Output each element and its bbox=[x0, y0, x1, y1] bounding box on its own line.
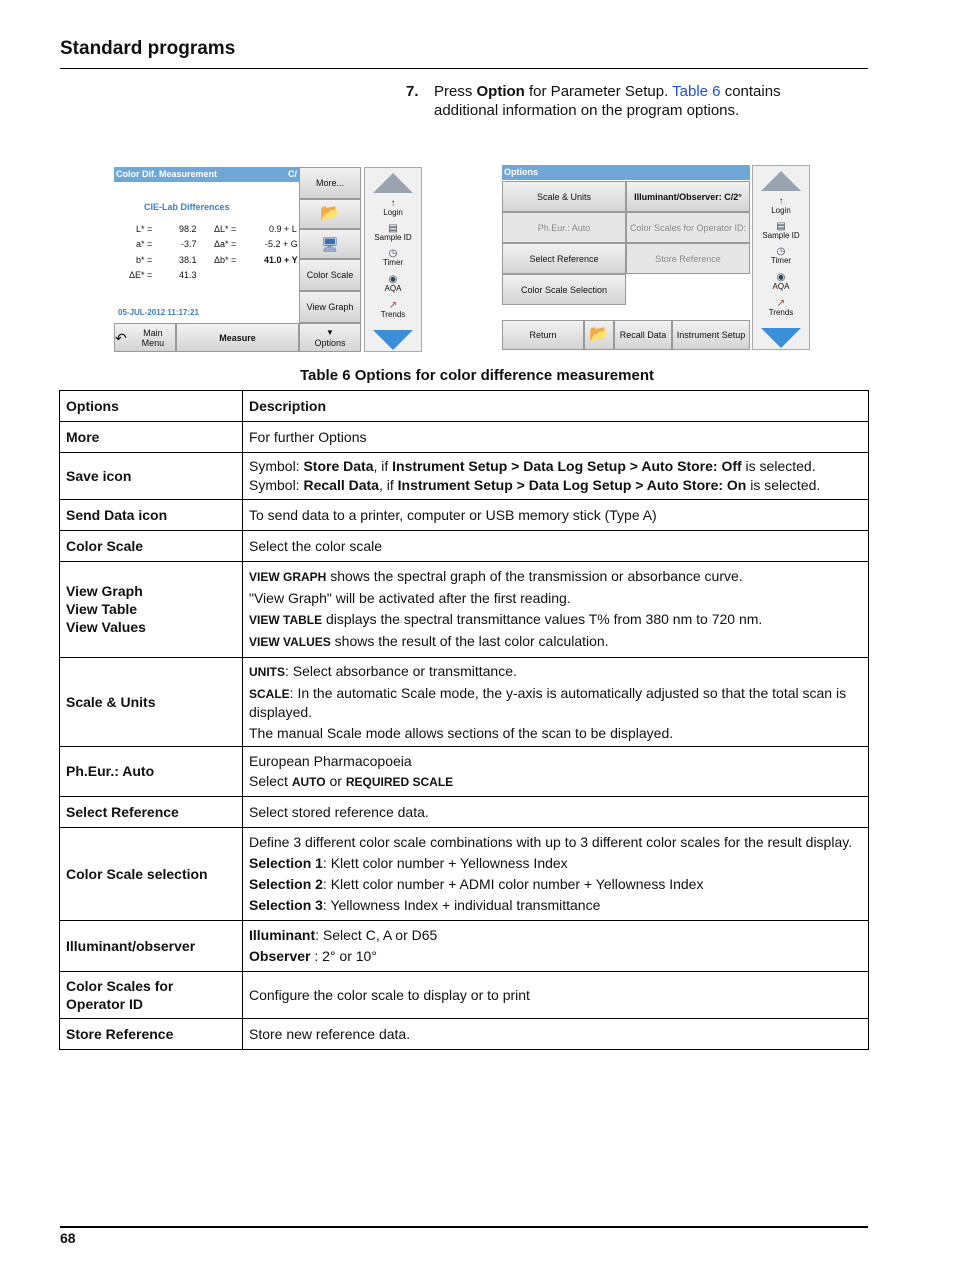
table-row bbox=[60, 828, 869, 921]
option-cell: Scale & Units bbox=[60, 658, 243, 747]
text: Select bbox=[249, 773, 292, 789]
login-icon: ↑ bbox=[390, 198, 396, 209]
trends-icon: ↗ bbox=[776, 298, 786, 309]
table-row bbox=[60, 562, 869, 658]
text: : In the automatic Scale mode, the y-axis is automatically adjusted so that the total scan is displayed. bbox=[249, 685, 847, 720]
aqa-item[interactable] bbox=[365, 275, 421, 293]
text: shows the result of the last color calculation. bbox=[330, 633, 609, 649]
scroll-down-icon[interactable] bbox=[373, 330, 413, 350]
scroll-up-icon[interactable] bbox=[373, 173, 413, 193]
folder-recall-icon: 📂 bbox=[589, 326, 609, 343]
table-row bbox=[60, 747, 869, 797]
text-smallcaps: UNITS bbox=[249, 665, 285, 679]
text-bold: Instrument Setup > Data Log Setup > Auto Store: Off bbox=[392, 458, 742, 474]
desc-line bbox=[249, 925, 862, 946]
row-label: L* = bbox=[136, 224, 153, 234]
table-caption: Table 6 Options for color difference measurement bbox=[300, 367, 654, 384]
scroll-up-icon[interactable] bbox=[761, 171, 801, 191]
desc-line bbox=[249, 946, 862, 967]
screen1-title: Color Dif. Measurement bbox=[116, 169, 218, 179]
header-description: Description bbox=[243, 391, 869, 422]
option-line: View Graph bbox=[66, 583, 143, 599]
text-bold: Selection 1 bbox=[249, 855, 323, 871]
table-row bbox=[60, 658, 869, 747]
login-item[interactable] bbox=[753, 197, 809, 215]
text-bold: Selection 2 bbox=[249, 876, 323, 892]
trends-item[interactable] bbox=[365, 301, 421, 319]
text-smallcaps: SCALE bbox=[249, 687, 290, 701]
view-graph-button[interactable]: View Graph bbox=[299, 291, 361, 323]
row-value: 41.3 bbox=[179, 270, 197, 280]
step-number: 7. bbox=[406, 83, 419, 100]
desc-line: European Pharmacopoeia bbox=[249, 753, 412, 769]
table-row bbox=[60, 972, 869, 1019]
timer-item[interactable] bbox=[753, 247, 809, 265]
step-text bbox=[434, 82, 846, 120]
text-smallcaps: VIEW TABLE bbox=[249, 613, 323, 627]
table-header-row bbox=[60, 391, 869, 422]
text: is selected. bbox=[741, 458, 816, 474]
text: : Klett color number + ADMI color number + Yellowness Index bbox=[322, 876, 704, 892]
text: : Select C, A or D65 bbox=[315, 927, 438, 943]
aqa-icon: ◉ bbox=[388, 274, 398, 285]
cie-lab-heading: CIE-Lab Differences bbox=[144, 202, 230, 212]
text-bold: Illuminant bbox=[249, 927, 316, 943]
step-rest: contains additional information on the program options. bbox=[434, 83, 781, 119]
more-button[interactable]: More... bbox=[299, 167, 361, 199]
step-press: Press bbox=[434, 83, 477, 100]
select-reference-button[interactable]: Select Reference bbox=[502, 243, 626, 274]
text: : Select absorbance or transmittance. bbox=[285, 663, 517, 679]
row-delta-value: -5.2 + G bbox=[265, 239, 298, 249]
description-cell: To send data to a printer, computer or USB memory stick (Type A) bbox=[243, 500, 869, 531]
options-button[interactable] bbox=[299, 323, 361, 352]
login-item[interactable] bbox=[365, 199, 421, 217]
option-cell: Save icon bbox=[60, 453, 243, 500]
text: : Yellowness Index + individual transmittance bbox=[322, 897, 601, 913]
desc-line bbox=[249, 457, 862, 476]
login-icon: ↑ bbox=[778, 196, 784, 207]
desc-line bbox=[249, 895, 862, 916]
screen2-sidebar bbox=[752, 165, 810, 350]
instrument-setup-button[interactable]: Instrument Setup bbox=[672, 320, 750, 350]
step-mid: for Parameter Setup. bbox=[524, 83, 673, 100]
timer-icon: ◷ bbox=[388, 248, 398, 259]
step-7 bbox=[406, 82, 846, 120]
text: , if bbox=[373, 458, 393, 474]
desc-line: Define 3 different color scale combinations with up to 3 different color scales for the result display. bbox=[249, 834, 853, 850]
screen2-titlebar: Options bbox=[502, 165, 750, 180]
illuminant-observer-button[interactable]: Illuminant/Observer: C/2° bbox=[626, 181, 750, 212]
option-cell: Color Scale selection bbox=[60, 828, 243, 921]
page-header: Standard programs bbox=[60, 38, 236, 59]
store-reference-button[interactable]: Store Reference bbox=[626, 243, 750, 274]
description-cell bbox=[243, 828, 869, 921]
triangle-down-icon: ▼ bbox=[326, 327, 334, 337]
row-delta-value: 0.9 + L bbox=[269, 224, 297, 234]
step-option-word: Option bbox=[476, 83, 525, 100]
description-cell bbox=[243, 658, 869, 747]
color-scale-selection-button[interactable]: Color Scale Selection bbox=[502, 274, 626, 305]
trends-item[interactable] bbox=[753, 299, 809, 317]
option-cell: More bbox=[60, 422, 243, 453]
computer-send-icon: 🖥 bbox=[321, 236, 339, 252]
text-bold: Instrument Setup > Data Log Setup > Auto Store: On bbox=[397, 477, 747, 493]
option-cell: Send Data icon bbox=[60, 500, 243, 531]
table-6-link[interactable]: Table 6 bbox=[672, 83, 721, 100]
screen1-titlebar bbox=[114, 167, 299, 182]
text-smallcaps: VIEW GRAPH bbox=[249, 570, 327, 584]
options-label: Options bbox=[314, 337, 346, 348]
option-cell: Illuminant/observer bbox=[60, 921, 243, 972]
description-cell: Store new reference data. bbox=[243, 1019, 869, 1050]
back-arrow-icon: ↶ bbox=[115, 329, 127, 346]
desc-line bbox=[249, 631, 862, 653]
trends-label: Trends bbox=[380, 310, 406, 319]
text-bold: Observer bbox=[249, 948, 311, 964]
option-line: View Table bbox=[66, 601, 138, 617]
row-value: -3.7 bbox=[181, 239, 197, 249]
table-row bbox=[60, 797, 869, 828]
description-cell bbox=[243, 921, 869, 972]
option-cell: Color Scale bbox=[60, 531, 243, 562]
row-delta-value: 41.0 + Y bbox=[264, 255, 298, 265]
row-label: ΔE* = bbox=[129, 270, 153, 280]
scale-units-button[interactable]: Scale & Units bbox=[502, 181, 626, 212]
option-cell: Color Scales for Operator ID bbox=[60, 972, 243, 1019]
trends-label: Trends bbox=[768, 308, 794, 317]
timestamp: 05-JUL-2012 11:17:21 bbox=[118, 308, 199, 317]
timer-item[interactable] bbox=[365, 249, 421, 267]
text-smallcaps: AUTO bbox=[291, 775, 326, 789]
text: or bbox=[325, 773, 346, 789]
text: : 2° or 10° bbox=[310, 948, 377, 964]
sample-id-label: Sample ID bbox=[374, 233, 412, 242]
description-cell: Select stored reference data. bbox=[243, 797, 869, 828]
screen1-sidebar bbox=[364, 167, 422, 352]
text: is selected. bbox=[746, 477, 821, 493]
desc-line bbox=[249, 874, 862, 895]
main-menu-label: Main Menu bbox=[141, 327, 165, 348]
pheur-button[interactable]: Ph.Eur.: Auto bbox=[502, 212, 626, 243]
description-cell bbox=[243, 453, 869, 500]
save-button[interactable] bbox=[299, 199, 361, 229]
description-cell: Configure the color scale to display or to print bbox=[243, 972, 869, 1019]
timer-label: Timer bbox=[770, 256, 792, 265]
aqa-label: AQA bbox=[772, 282, 790, 291]
sample-id-item[interactable] bbox=[753, 222, 809, 240]
row-delta-label: Δb* = bbox=[214, 255, 237, 265]
folder-save-icon: 📂 bbox=[320, 205, 340, 222]
login-label: Login bbox=[383, 208, 403, 217]
option-line: View Values bbox=[66, 619, 146, 635]
text: shows the spectral graph of the transmission or absorbance curve. bbox=[326, 568, 743, 584]
desc-line bbox=[249, 684, 862, 721]
page-number: 68 bbox=[60, 1230, 76, 1246]
sample-id-icon: ▤ bbox=[776, 221, 786, 232]
description-cell bbox=[243, 562, 869, 658]
desc-line bbox=[249, 566, 862, 588]
color-scales-operator-button[interactable]: Color Scales for Operator ID: bbox=[626, 212, 750, 243]
row-label: b* = bbox=[136, 255, 153, 265]
table-row bbox=[60, 1019, 869, 1050]
text: , if bbox=[378, 477, 398, 493]
text-smallcaps: VIEW VALUES bbox=[249, 635, 331, 649]
sample-id-item[interactable] bbox=[365, 224, 421, 242]
send-data-button[interactable] bbox=[299, 229, 361, 259]
description-cell: Select the color scale bbox=[243, 531, 869, 562]
trends-icon: ↗ bbox=[388, 300, 398, 311]
option-cell: Ph.Eur.: Auto bbox=[60, 747, 243, 797]
screen-color-measurement bbox=[114, 167, 422, 352]
option-cell bbox=[60, 562, 243, 658]
text: Symbol: bbox=[249, 477, 304, 493]
return-button[interactable]: Return bbox=[502, 320, 584, 350]
scroll-down-icon[interactable] bbox=[761, 328, 801, 348]
aqa-label: AQA bbox=[384, 284, 402, 293]
recall-folder-button[interactable] bbox=[584, 320, 614, 350]
row-delta-label: Δa* = bbox=[214, 239, 237, 249]
description-cell: For further Options bbox=[243, 422, 869, 453]
text-bold: Recall Data bbox=[303, 477, 379, 493]
row-value: 98.2 bbox=[179, 224, 197, 234]
options-table bbox=[59, 390, 869, 1050]
footer-rule bbox=[60, 1226, 868, 1228]
text: Symbol: bbox=[249, 458, 304, 474]
desc-line bbox=[249, 609, 862, 631]
measure-button[interactable]: Measure bbox=[176, 323, 299, 352]
screen-options bbox=[502, 165, 810, 350]
text: displays the spectral transmittance values T% from 380 nm to 720 nm. bbox=[322, 611, 763, 627]
desc-line bbox=[249, 853, 862, 874]
aqa-item[interactable] bbox=[753, 273, 809, 291]
screen1-title-right: C/ bbox=[288, 169, 297, 179]
desc-line: The manual Scale mode allows sections of the scan to be displayed. bbox=[249, 725, 674, 741]
text: : Klett color number + Yellowness Index bbox=[322, 855, 568, 871]
table-row bbox=[60, 921, 869, 972]
timer-icon: ◷ bbox=[776, 246, 786, 257]
header-rule bbox=[60, 68, 868, 69]
sample-id-label: Sample ID bbox=[762, 231, 800, 240]
recall-data-button[interactable]: Recall Data bbox=[614, 320, 672, 350]
text-bold: Selection 3 bbox=[249, 897, 323, 913]
row-value: 38.1 bbox=[179, 255, 197, 265]
option-cell: Select Reference bbox=[60, 797, 243, 828]
row-label: a* = bbox=[136, 239, 153, 249]
desc-line bbox=[249, 771, 862, 792]
table-row bbox=[60, 531, 869, 562]
text-bold: Store Data bbox=[303, 458, 374, 474]
table-row bbox=[60, 453, 869, 500]
row-delta-label: ΔL* = bbox=[214, 224, 237, 234]
desc-line: "View Graph" will be activated after the first reading. bbox=[249, 590, 571, 606]
option-cell: Store Reference bbox=[60, 1019, 243, 1050]
desc-line bbox=[249, 476, 862, 495]
color-scale-button[interactable]: Color Scale bbox=[299, 259, 361, 291]
aqa-icon: ◉ bbox=[776, 272, 786, 283]
text-smallcaps: REQUIRED SCALE bbox=[345, 775, 454, 789]
description-cell bbox=[243, 747, 869, 797]
desc-line bbox=[249, 662, 862, 681]
timer-label: Timer bbox=[382, 258, 404, 267]
table-row bbox=[60, 500, 869, 531]
header-options: Options bbox=[60, 391, 243, 422]
main-menu-button[interactable] bbox=[114, 323, 176, 352]
login-label: Login bbox=[771, 206, 791, 215]
table-row bbox=[60, 422, 869, 453]
sample-id-icon: ▤ bbox=[388, 223, 398, 234]
